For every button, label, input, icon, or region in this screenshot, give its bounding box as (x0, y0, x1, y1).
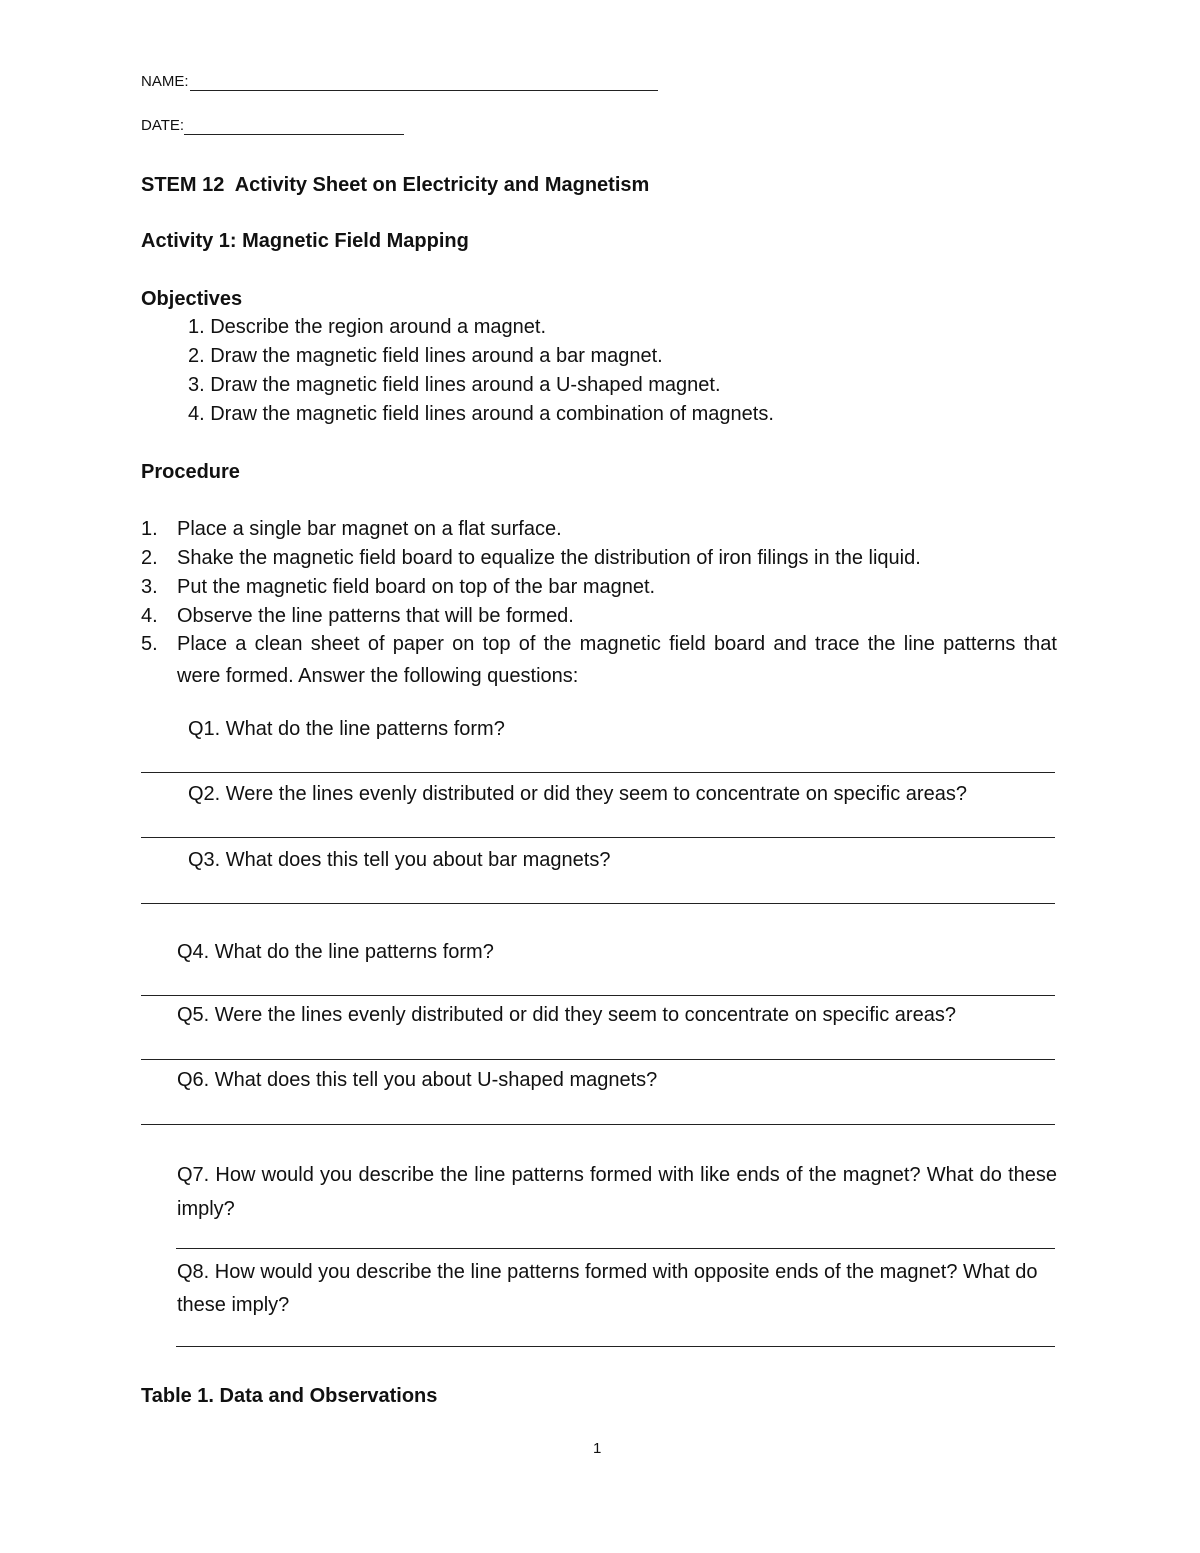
name-label: NAME: (141, 73, 189, 90)
date-label: DATE: (141, 117, 185, 134)
procedure-step-number: 1. (141, 518, 158, 540)
procedure-step-number: 4. (141, 605, 158, 627)
answer-line-q6[interactable] (141, 1124, 1055, 1125)
objective-item: 3. Draw the magnetic field lines around a U-shaped magnet. (188, 374, 721, 396)
procedure-heading: Procedure (141, 461, 240, 483)
objectives-heading: Objectives (141, 288, 243, 310)
objective-item: 1. Describe the region around a magnet. (188, 316, 546, 338)
procedure-step-text: Place a single bar magnet on a flat surface. (177, 518, 562, 540)
procedure-step-text: Put the magnetic field board on top of the bar magnet. (177, 576, 656, 598)
procedure-step-number: 2. (141, 547, 158, 569)
question-q7: Q7. How would you describe the line patterns formed with like ends of the magnet? What do these imply? (177, 1164, 1057, 1220)
page-number: 1 (593, 1440, 602, 1457)
procedure-step-text: Place a clean sheet of paper on top of the magnetic field board and trace the line patterns that were formed. Answer the following questions: (177, 633, 1057, 687)
question-q6: Q6. What does this tell you about U-shaped magnets? (177, 1069, 658, 1091)
question-q3: Q3. What does this tell you about bar magnets? (188, 849, 611, 871)
answer-line-q1[interactable] (141, 772, 1055, 773)
question-q1: Q1. What do the line patterns form? (188, 718, 505, 740)
question-q2: Q2. Were the lines evenly distributed or did they seem to concentrate on specific areas? (188, 783, 967, 805)
procedure-step-text: Observe the line patterns that will be formed. (177, 605, 574, 627)
question-q5: Q5. Were the lines evenly distributed or did they seem to concentrate on specific areas? (177, 1004, 956, 1026)
name-blank-line (190, 90, 658, 91)
procedure-step-number: 5. (141, 633, 158, 655)
document-title: STEM 12 Activity Sheet on Electricity and Magnetism (141, 174, 650, 196)
answer-line-q8[interactable] (176, 1346, 1055, 1347)
question-q8: Q8. How would you describe the line patterns formed with opposite ends of the magnet? What do these imply? (177, 1261, 1038, 1316)
answer-line-q3[interactable] (141, 903, 1055, 904)
answer-line-q7[interactable] (176, 1248, 1055, 1249)
answer-line-q4[interactable] (141, 995, 1055, 996)
procedure-step-text: Shake the magnetic field board to equalize the distribution of iron filings in the liquid. (177, 547, 921, 569)
question-q4: Q4. What do the line patterns form? (177, 941, 494, 963)
activity-title: Activity 1: Magnetic Field Mapping (141, 230, 469, 252)
answer-line-q5[interactable] (141, 1059, 1055, 1060)
objective-item: 4. Draw the magnetic field lines around a combination of magnets. (188, 403, 774, 425)
date-blank-line (184, 134, 404, 135)
answer-line-q2[interactable] (141, 837, 1055, 838)
table-title: Table 1. Data and Observations (141, 1385, 438, 1407)
objective-item: 2. Draw the magnetic field lines around a bar magnet. (188, 345, 663, 367)
procedure-step-number: 3. (141, 576, 158, 598)
